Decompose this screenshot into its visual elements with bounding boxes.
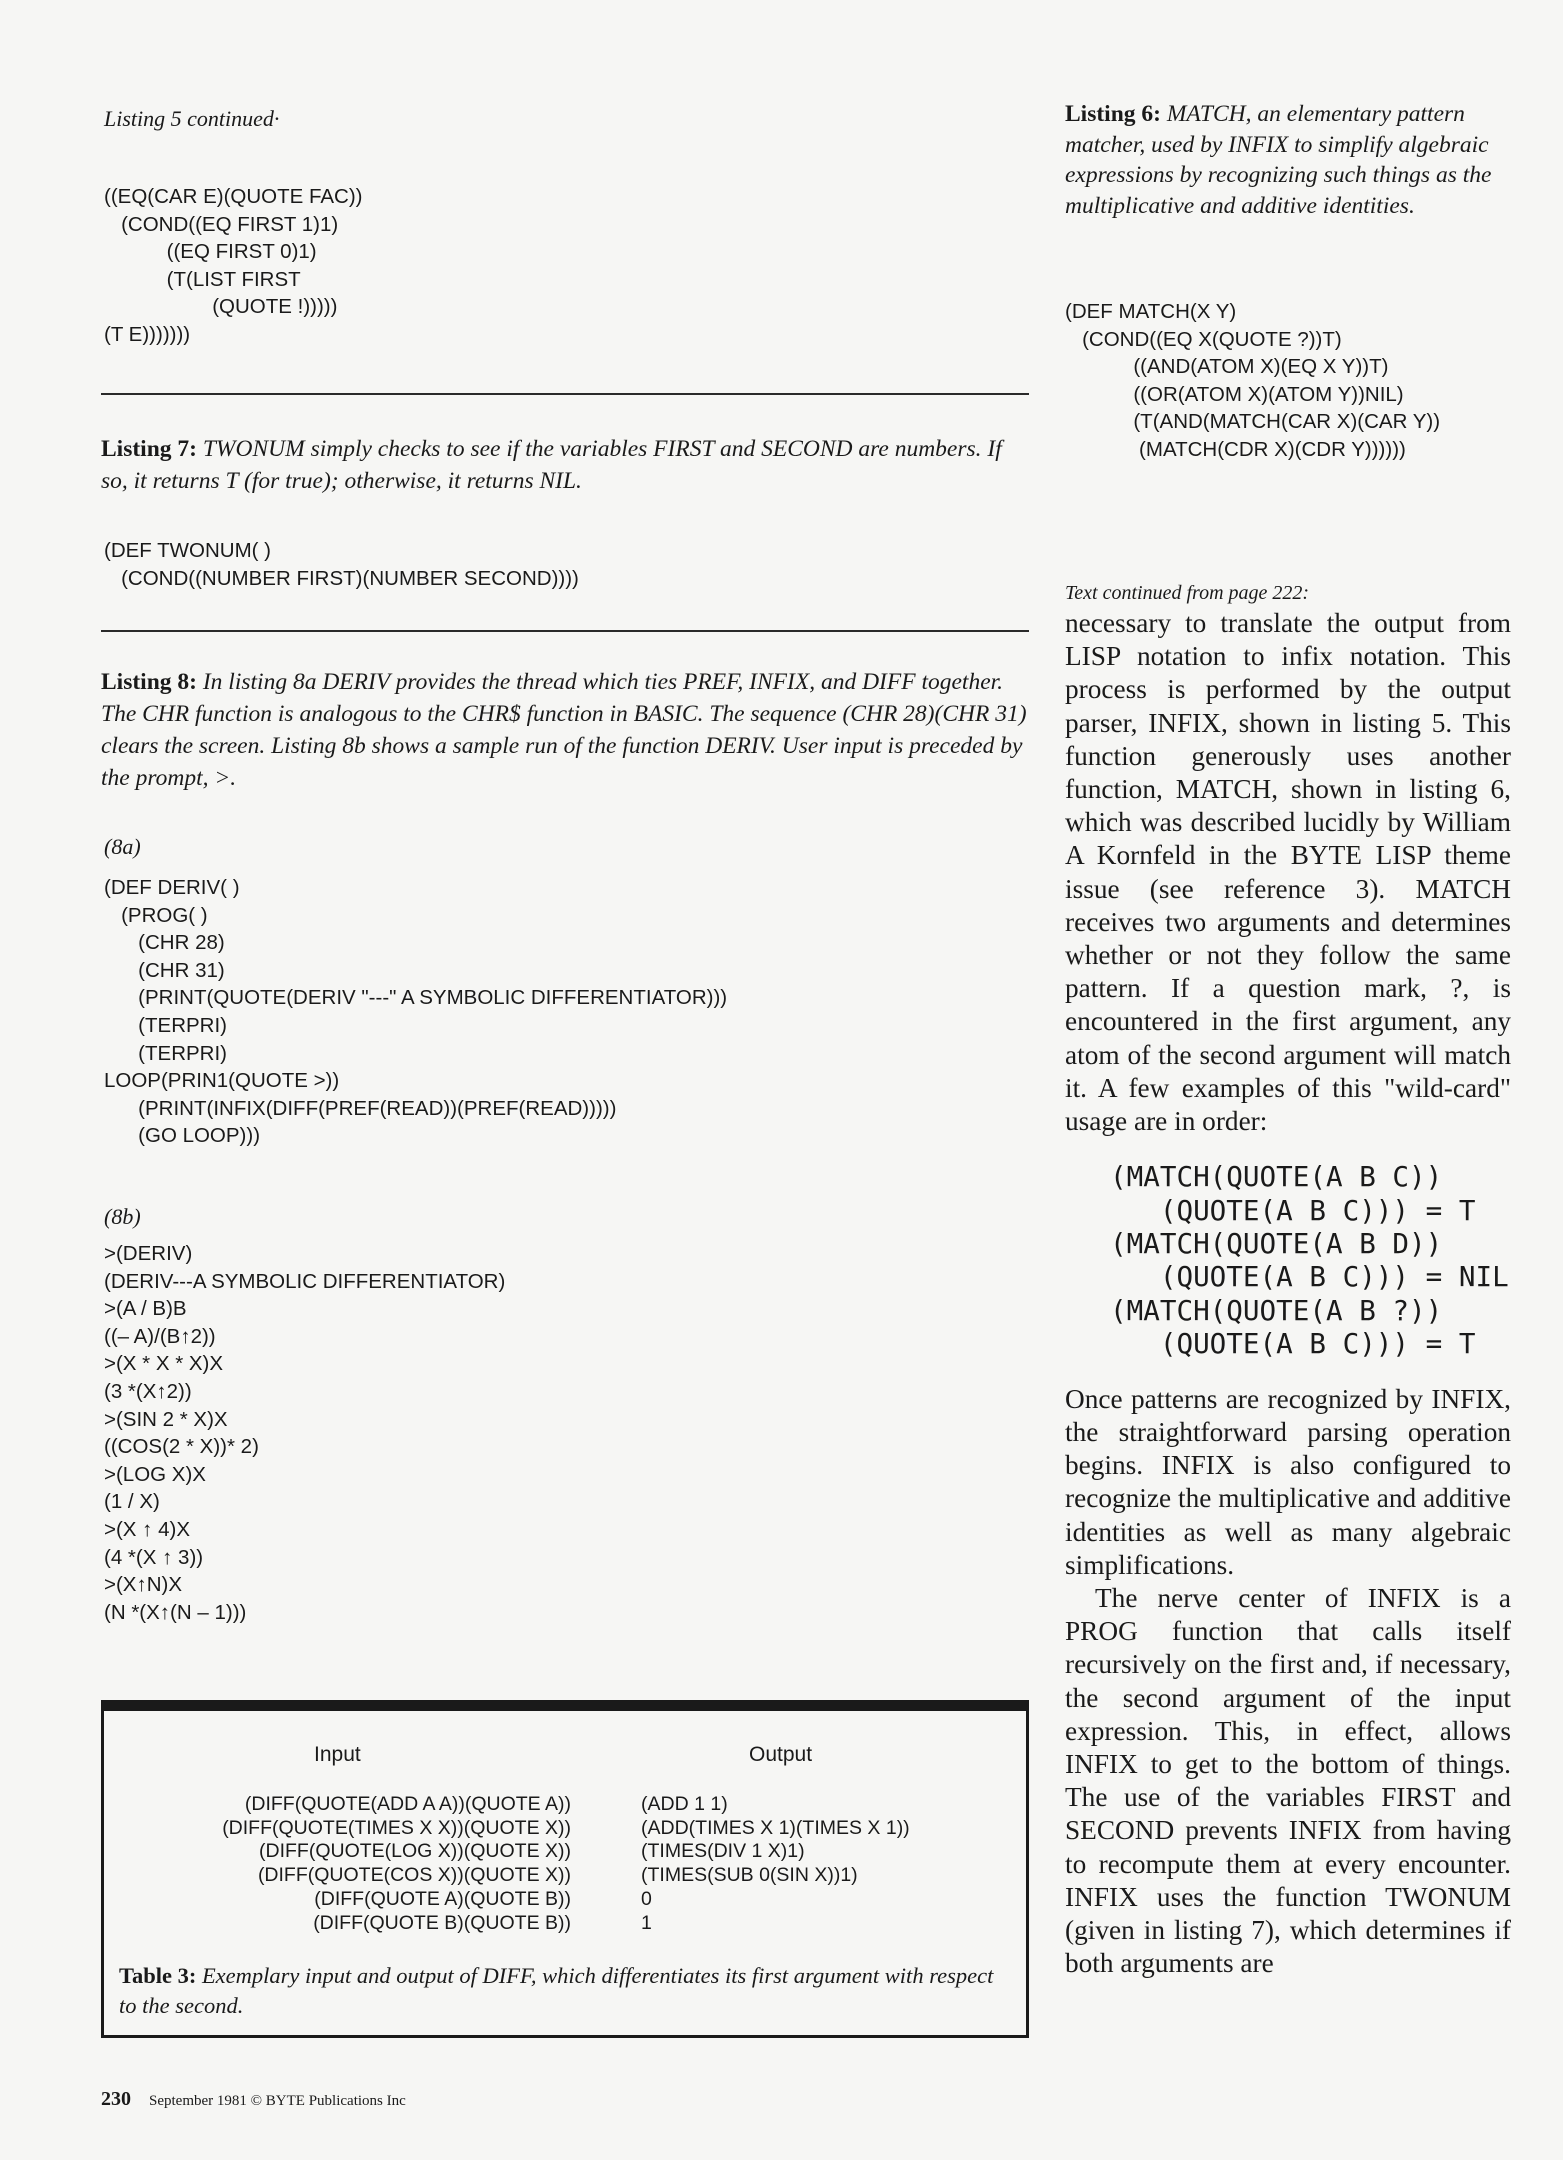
page-number: 230 [101,2088,131,2110]
table-cell: 0 [641,1887,652,1910]
listing-8-caption [101,666,1029,794]
divider [101,393,1029,395]
listing-7-label: Listing 7: [101,436,197,462]
listing-8a-label: (8a) [104,834,141,859]
page-footer [101,2088,406,2111]
table-output-column [641,1793,910,1935]
listing-8b-code: >(DERIV) (DERIV---A SYMBOLIC DIFFERENTIATOR) >(A / B)B ((– A)/(B↑2)) >(X * X * X)X (3 *(X↑2)) >(SIN 2 * X)X ((COS(2 * X))* 2) >(LOG X)X (1 / X) >(X ↑ 4)X (4 *(X ↑ 3)) >(X↑N)X (N *(X↑(N – 1))) [104,1242,506,1624]
table-cell: (DIFF(QUOTE(LOG X))(QUOTE X)) [259,1840,571,1863]
body-paragraph: necessary to translate the output from LISP notation to infix notation. This process is performed by the output parser, INFIX, shown in listing 5. This function generously uses another function, MATCH, shown in listing 6, which was described lucidly by William A Kornfeld in the BYTE LISP theme issue (see reference 3). MATCH receives two arguments and determines whether or not they follow the same pattern. If a question mark, ?, is encountered in the first argument, any atom of the second argument will match it. A few examples of this "wild-card" usage are in order: [1065,608,1511,1137]
listing-7-code: (DEF TWONUM( ) (COND((NUMBER FIRST)(NUMBER SECOND)))) [104,539,579,590]
body-paragraph: Once patterns are recognized by INFIX, the straightforward parsing operation begins. INFIX is also configured to recognize the multiplicative and additive identities as well as many algebraic simplifications. [1065,1383,1511,1580]
listing-5-code: ((EQ(CAR E)(QUOTE FAC)) (COND((EQ FIRST 1)1) ((EQ FIRST 0)1) (T(LIST FIRST (QUOTE !))))) (T E))))))) [104,185,363,346]
listing-8b-label: (8b) [104,1204,141,1229]
table-3-caption-text: Exemplary input and output of DIFF, which differentiates its first argument with respect to the second. [119,1963,994,2018]
table-cell: (DIFF(QUOTE(COS X))(QUOTE X)) [257,1864,571,1887]
table-cell: (DIFF(QUOTE(ADD A A))(QUOTE A)) [244,1793,571,1815]
table-cell: 1 [641,1911,652,1934]
table-cell: (ADD(TIMES X 1)(TIMES X 1)) [641,1816,910,1839]
table-cell: (DIFF(QUOTE(TIMES X X))(QUOTE X)) [222,1816,571,1839]
table-cell: (TIMES(SUB 0(SIN X))1) [641,1864,858,1887]
footer-text: September 1981 © BYTE Publications Inc [149,2093,406,2109]
table-cell: (ADD 1 1) [641,1793,728,1815]
match-examples: (MATCH(QUOTE(A B C)) (QUOTE(A B C))) = T (MATCH(QUOTE(A B D)) (QUOTE(A B C))) = NIL (MATCH(QUOTE(A B ?)) (QUOTE(A B C))) = T [1110,1160,1509,1361]
table-cell: (DIFF(QUOTE B)(QUOTE B)) [313,1911,571,1934]
listing-8-label: Listing 8: [101,669,197,695]
divider [101,630,1029,632]
table-cell: (DIFF(QUOTE A)(QUOTE B)) [314,1887,571,1910]
table-output-header: Output [749,1743,813,1766]
continued-from: Text continued from page 222: [1065,582,1310,604]
listing-6-caption [1065,99,1508,221]
table-input-header: Input [314,1743,361,1766]
listing-8a-code: (DEF DERIV( ) (PROG( ) (CHR 28) (CHR 31) (PRINT(QUOTE(DERIV "---" A SYMBOLIC DIFFERENTIATOR))) (TERPRI) (TERPRI) LOOP(PRIN1(QUOTE >)) (PRINT(INFIX(DIFF(PREF(READ))(PREF(READ))))) (GO LOOP))) [104,876,728,1148]
listing-7-caption [101,433,1029,497]
body-paragraph: The nerve center of INFIX is a PROG function that calls itself recursively on the first and, if necessary, the second argument of the input expression. This, in effect, allows INFIX to get to the bottom of things. The use of the variables FIRST and SECOND prevents INFIX from having to recompute them at every encounter. INFIX uses the function TWONUM (given in listing 7), which determines if both arguments are [1065,1582,1511,1979]
listing-6-label: Listing 6: [1065,101,1161,127]
listing-7-text: TWONUM simply checks to see if the variables FIRST and SECOND are numbers. If so, it returns T (for true); otherwise, it returns NIL. [101,436,1002,494]
article-body [1065,607,1511,1980]
table-input-column [222,1793,571,1935]
table-3-label: Table 3: [119,1963,197,1988]
listing-8-text: In listing 8a DERIV provides the thread which ties PREF, INFIX, and DIFF together. The CHR function is analogous to the CHR$ function in BASIC. The sequence (CHR 28)(CHR 31) clears the screen. Listing 8b shows a sample run of the function DERIV. User input is preceded by the prompt, >. [101,669,1027,791]
table-3-caption [119,1961,1009,2021]
listing-6-text: MATCH, an elementary pattern matcher, used by INFIX to simplify algebraic expressions by recognizing such things as the multiplicative and additive identities. [1065,101,1492,219]
listing-6-code: (DEF MATCH(X Y) (COND((EQ X(QUOTE ?))T) ((AND(ATOM X)(EQ X Y))T) ((OR(ATOM X)(ATOM Y))NIL) (T(AND(MATCH(CAR X)(CAR Y)) (MATCH(CDR X)(CDR Y)))))) [1065,300,1441,461]
listing-5-caption: Listing 5 continued· [104,106,280,131]
table-cell: (TIMES(DIV 1 X)1) [641,1840,805,1863]
table-3 [101,1700,1029,2038]
